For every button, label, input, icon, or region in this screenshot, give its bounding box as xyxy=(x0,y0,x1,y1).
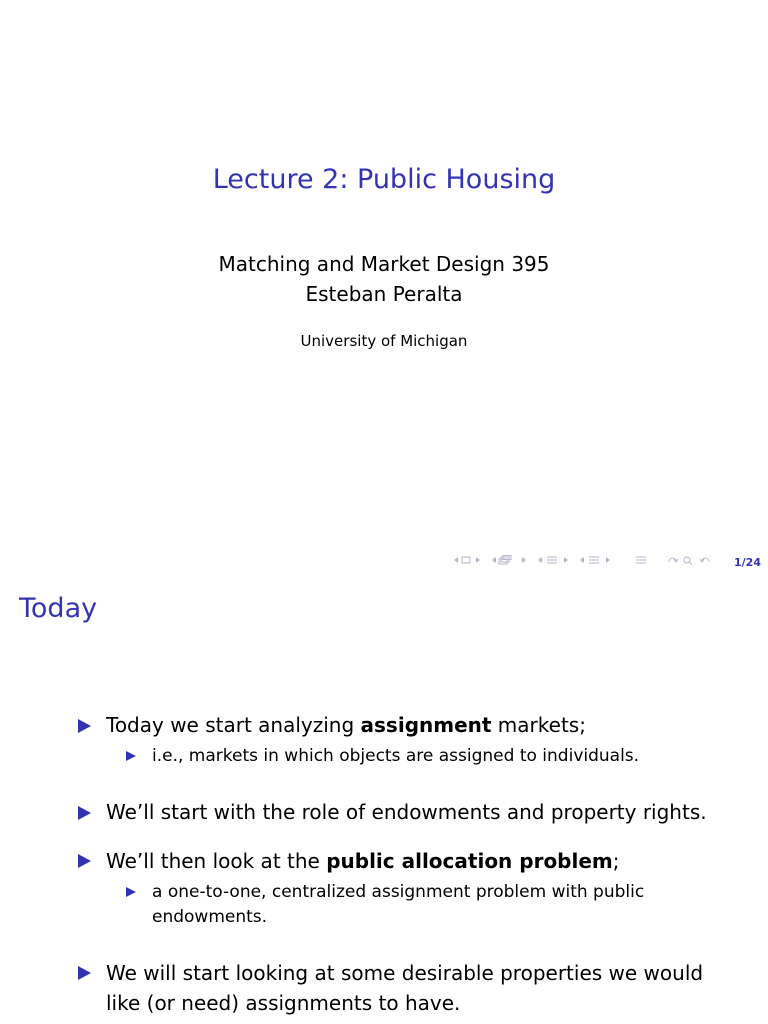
nav-subsection-icon[interactable] xyxy=(491,555,527,565)
nav-frame-icon[interactable] xyxy=(453,555,481,565)
bullet-triangle-icon xyxy=(78,719,91,733)
nav-search-back-forward-icon[interactable] xyxy=(667,555,711,565)
bullet-item-3: We’ll then look at the public allocation problem; xyxy=(106,849,620,873)
bullet-item-4-line-1: We will start looking at some desirable properties we would xyxy=(106,961,704,985)
bullet-triangle-icon xyxy=(78,966,91,980)
institution-name: University of Michigan xyxy=(300,332,468,350)
sub-bullet-item-3-line-2: endowments. xyxy=(152,907,268,927)
bullet-item-2: We’ll start with the role of endowments and property rights. xyxy=(106,800,707,824)
bullet-triangle-icon xyxy=(78,854,91,868)
sub-bullet-triangle-icon xyxy=(126,887,136,897)
bullet-item-4-line-2: like (or need) assignments to have. xyxy=(106,991,461,1015)
frame-title: Today xyxy=(19,593,98,624)
nav-align-icon[interactable] xyxy=(635,555,647,565)
beamer-navigation-bar[interactable] xyxy=(453,551,721,569)
page-number: 1/24 xyxy=(734,556,761,569)
nav-subsection-list-icon[interactable] xyxy=(579,555,611,565)
presentation-title: Lecture 2: Public Housing xyxy=(212,164,556,195)
sub-bullet-item-3-line-1: a one-to-one, centralized assignment problem with public xyxy=(152,882,645,902)
sub-bullet-item-1: i.e., markets in which objects are assigned to individuals. xyxy=(152,746,640,766)
bullet-triangle-icon xyxy=(78,806,91,820)
author-name: Esteban Peralta xyxy=(305,282,463,306)
course-name: Matching and Market Design 395 xyxy=(218,252,550,276)
bullet-item-1: Today we start analyzing assignment markets; xyxy=(106,713,586,737)
sub-bullet-triangle-icon xyxy=(126,751,136,761)
nav-section-icon[interactable] xyxy=(537,555,569,565)
